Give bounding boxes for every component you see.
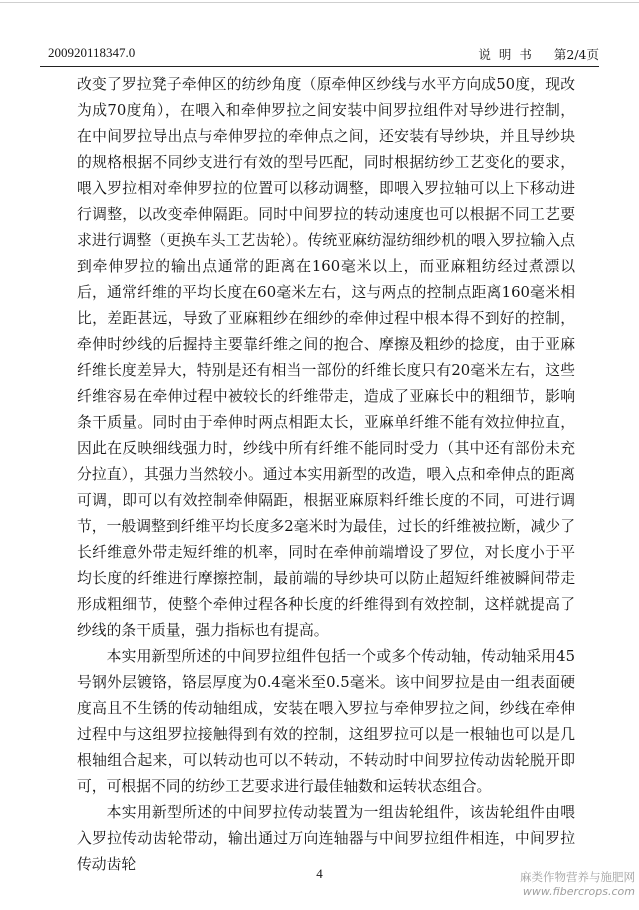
page-info: 第2/4页 [553,47,599,62]
paragraph-middle-roller-assembly: 本实用新型所述的中间罗拉组件包括一个或多个传动轴，传动轴采用45号钢外层镀铬，铬层厚度为0.4毫米至0.5毫米。该中间罗拉是由一组表面硬度高且不生锈的传动轴组成，安装在喂入罗拉与牵伸罗拉之间，纱线在牵伸过程中与这组罗拉接触得到有效的控制，这组罗拉可以是一根轴也可以是几根轴组合起来，可以转动也可以不转动，不转动时中间罗拉传动齿轮脱开即可，可根据不同的纺纱工艺要求进行最佳轴数和运转状态组合。 [77,648,575,795]
watermark-site-name: 麻类作物营养与施肥网 [520,870,635,884]
page-top-border [0,2,639,3]
watermark-url: www.fibercrops.com [522,885,635,898]
header-divider [40,66,599,67]
header-right-group [478,45,599,63]
paragraph-continued: 改变了罗拉凳子牵伸区的纺纱角度（原牵伸区纱线与水平方向成50度，现改为成70度角），在喂入和牵伸罗拉之间安装中间罗拉组件对导纱进行控制，在中间罗拉导出点与牵伸罗拉的牵伸点之间，还安装有导纱块，并且导纱块的规格根据不同纱支进行有效的型号匹配，同时根据纺纱工艺变化的要求，喂入罗拉相对牵伸罗拉的位置可以移动调整，即喂入罗拉轴可以上下移动进行调整，以改变牵伸隔距。同时中间罗拉的转动速度也可以根据不同工艺要求进行调整（更换车头工艺齿轮）。传统亚麻纺湿纺细纱机的喂入罗拉输入点到牵伸罗拉的输出点通常的距离在160毫米以上，而亚麻粗纺经过煮漂以后，通常纤维的平均长度在60毫米左右，这与两点的控制点距离160毫米相比，差距甚远，导致了亚麻粗纱在细纱的牵伸过程中根本得不到好的控制，牵伸时纱线的后握持主要靠纤维之间的抱合、摩擦及粗纱的捻度，由于亚麻纤维长度差异大，特别是还有相当一部份的纤维长度只有20毫米左右，这些纤维容易在牵伸过程中被较长的纤维带走，造成了亚麻长中的粗细节，影响条干质量。同时由于牵伸时两点相距太长，亚麻单纤维不能有效拉伸拉直，因此在反映细线强力时，纱线中所有纤维不能同时受力（其中还有部份未充分拉直），其强力当然较小。通过本实用新型的改造，喂入点和牵伸点的距离可调，即可以有效控制牵伸隔距，根据亚麻原料纤维长度的不同，可进行调节，一般调整到纤维平均长度多2毫米时为最佳，过长的纤维被拉断，减少了长纤维意外带走短纤维的机率，同时在牵伸前端增设了罗位，对长度小于平均长度的纤维进行摩擦控制，最前端的导纱块可以防止超短纤维被瞬间带走形成粗细节，使整个牵伸过程各种长度的纤维得到有效控制，这样就提高了纱线的条干质量，强力指标也有提高。 [77,76,575,639]
patent-application-number: 200920118347.0 [48,45,136,60]
site-watermark [510,870,635,899]
page-header [40,45,599,65]
paragraph-transmission-device: 本实用新型所述的中间罗拉传动装置为一组齿轮组件，该齿轮组件由喂入罗拉传动齿轮带动，输出通过万向连轴器与中间罗拉组件相连，中间罗拉传动齿轮 [77,804,575,873]
page-number: 4 [316,866,323,881]
document-type-label: 说明书 [478,47,540,62]
document-body [77,72,575,878]
